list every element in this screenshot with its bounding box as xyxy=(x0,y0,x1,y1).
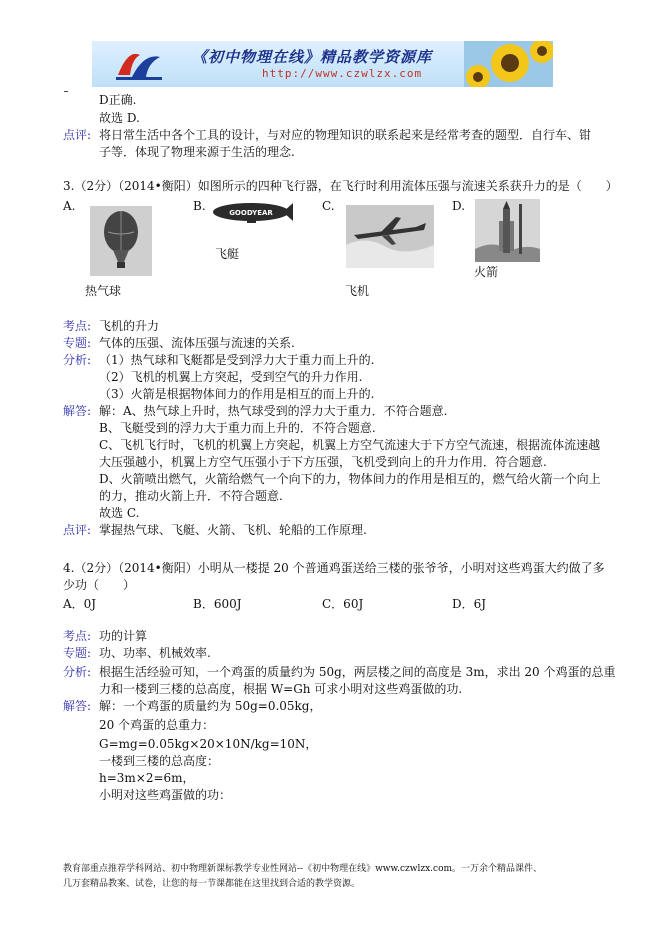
q4-kaodian-label: 考点: xyxy=(63,629,92,643)
q3-zhuanti-label: 专题: xyxy=(63,336,92,350)
prev-line1: D正确. xyxy=(99,93,137,107)
q4-fenxi-label: 分析: xyxy=(63,665,92,679)
q4-option-b: B．600J xyxy=(193,597,242,611)
q3-jieda-3: C、飞机飞行时，飞机的机翼上方突起，机翼上方空气流速大于下方空气流速，根据流体流速越 xyxy=(99,438,601,452)
q3-jieda-label: 解答: xyxy=(63,404,92,418)
divider xyxy=(64,91,68,92)
header-banner xyxy=(92,41,553,87)
q4-kaodian: 功的计算 xyxy=(99,629,148,643)
footer-line2: 几万套精品教案、试卷，让您的每一节课都能在这里找到合适的教学资源。 xyxy=(63,879,361,889)
q3-option-a-caption: 热气球 xyxy=(85,284,122,298)
q3-fenxi-3: （3）火箭是根据物体间力的作用是相互的而上升的. xyxy=(99,387,375,401)
q4-fenxi-2: 力和一楼到三楼的总高度，根据 W=Gh 可求小明对这些鸡蛋做的功. xyxy=(99,682,463,696)
q3-fenxi-label: 分析: xyxy=(63,353,92,367)
q4-jieda-1: 解：一个鸡蛋的质量约为 50g=0.05kg， xyxy=(99,699,322,713)
q4-jieda-5: h=3m×2=6m， xyxy=(99,771,195,785)
prev-comment-line1: 将日常生活中各个工具的设计，与对应的物理知识的联系起来是经常考查的题型．自行车、钳 xyxy=(99,128,592,142)
footer-line1: 教育部重点推荐学科网站、初中物理新课标教学专业性网站--《初中物理在线》www.czwlzx.com。一万余个精品课件、 xyxy=(63,864,543,874)
q4-option-d: D．6J xyxy=(452,597,487,611)
q3-option-c-caption: 飞机 xyxy=(345,284,370,298)
banner-url[interactable]: http://www.czwlzx.com xyxy=(262,67,423,80)
q4-fenxi-1: 根据生活经验可知，一个鸡蛋的质量约为 50g，两层楼之间的高度是 3m，求出 20 个鸡蛋的总重 xyxy=(99,665,616,679)
blimp-label: GOODYEAR xyxy=(229,209,273,217)
q4-jieda-2: 20 个鸡蛋的总重力： xyxy=(99,718,215,732)
airplane-image xyxy=(346,205,434,268)
q3-stem: 3.（2分）（2014•衡阳）如图所示的四种飞行器，在飞行时利用流体压强与流速关系获升力的是（ ） xyxy=(63,179,618,193)
q3-fenxi-2: （2）飞机的机翼上方突起，受到空气的升力作用. xyxy=(99,370,363,384)
q4-jieda-label: 解答: xyxy=(63,699,92,713)
q3-option-b-caption: 飞艇 xyxy=(215,247,240,261)
q3-option-d-letter: D. xyxy=(452,199,466,213)
sunflower-icon xyxy=(464,41,553,87)
q3-jieda-1: 解：A、热气球上升时，热气球受到的浮力大于重力．不符合题意. xyxy=(99,404,448,418)
q4-jieda-4: 一楼到三楼的总高度： xyxy=(99,754,220,768)
q3-option-a-letter: A. xyxy=(63,199,76,213)
q3-jieda-7: 故选 C. xyxy=(99,506,140,520)
q4-option-a: A．0J xyxy=(63,597,97,611)
q3-option-b-letter: B. xyxy=(193,199,206,213)
q3-kaodian: 飞机的升力 xyxy=(99,319,160,333)
q3-option-c-letter: C. xyxy=(322,199,335,213)
rocket-image xyxy=(475,199,540,262)
site-logo xyxy=(110,45,170,83)
q4-stem-2: 少功（ ） xyxy=(63,578,136,592)
q3-fenxi-1: （1）热气球和飞艇都是受到浮力大于重力而上升的. xyxy=(99,353,375,367)
q3-jieda-4: 大压强越小，机翼上方空气压强小于下方压强，飞机受到向上的升力作用．符合题意. xyxy=(99,455,547,469)
q3-jieda-5: D、火箭喷出燃气，火箭给燃气一个向下的力，物体间力的作用是相互的，燃气给火箭一个向上 xyxy=(99,472,601,486)
q3-dianping: 掌握热气球、飞艇、火箭、飞机、轮船的工作原理. xyxy=(99,523,367,537)
q4-zhuanti: 功、功率、机械效率. xyxy=(99,646,211,660)
q4-option-c: C．60J xyxy=(322,597,364,611)
q3-dianping-label: 点评: xyxy=(63,523,92,537)
prev-line2: 故选 D. xyxy=(99,111,140,125)
prev-comment-line2: 子等．体现了物理来源于生活的理念. xyxy=(99,145,295,159)
q3-jieda-2: B、飞艇受到的浮力大于重力而上升的．不符合题意. xyxy=(99,421,376,435)
hot-air-balloon-image xyxy=(90,206,152,276)
q3-zhuanti: 气体的压强、流体压强与流速的关系. xyxy=(99,336,295,350)
q3-option-d-caption: 火箭 xyxy=(474,265,499,279)
q4-jieda-3: G=mg=0.05kg×20×10N/kg=10N， xyxy=(99,737,318,751)
q4-zhuanti-label: 专题: xyxy=(63,646,92,660)
q4-stem-1: 4.（2分）（2014•衡阳）小明从一楼提 20 个普通鸡蛋送给三楼的张爷爷，小明对这些鸡蛋大约做了多 xyxy=(63,561,605,575)
q3-jieda-6: 的力，推动火箭上升．不符合题意. xyxy=(99,489,283,503)
prev-comment-label: 点评: xyxy=(63,128,92,142)
q4-jieda-6: 小明对这些鸡蛋做的功： xyxy=(99,788,232,802)
banner-title: 《初中物理在线》精品教学资源库 xyxy=(192,48,433,66)
q3-kaodian-label: 考点: xyxy=(63,319,92,333)
blimp-image xyxy=(211,199,293,225)
